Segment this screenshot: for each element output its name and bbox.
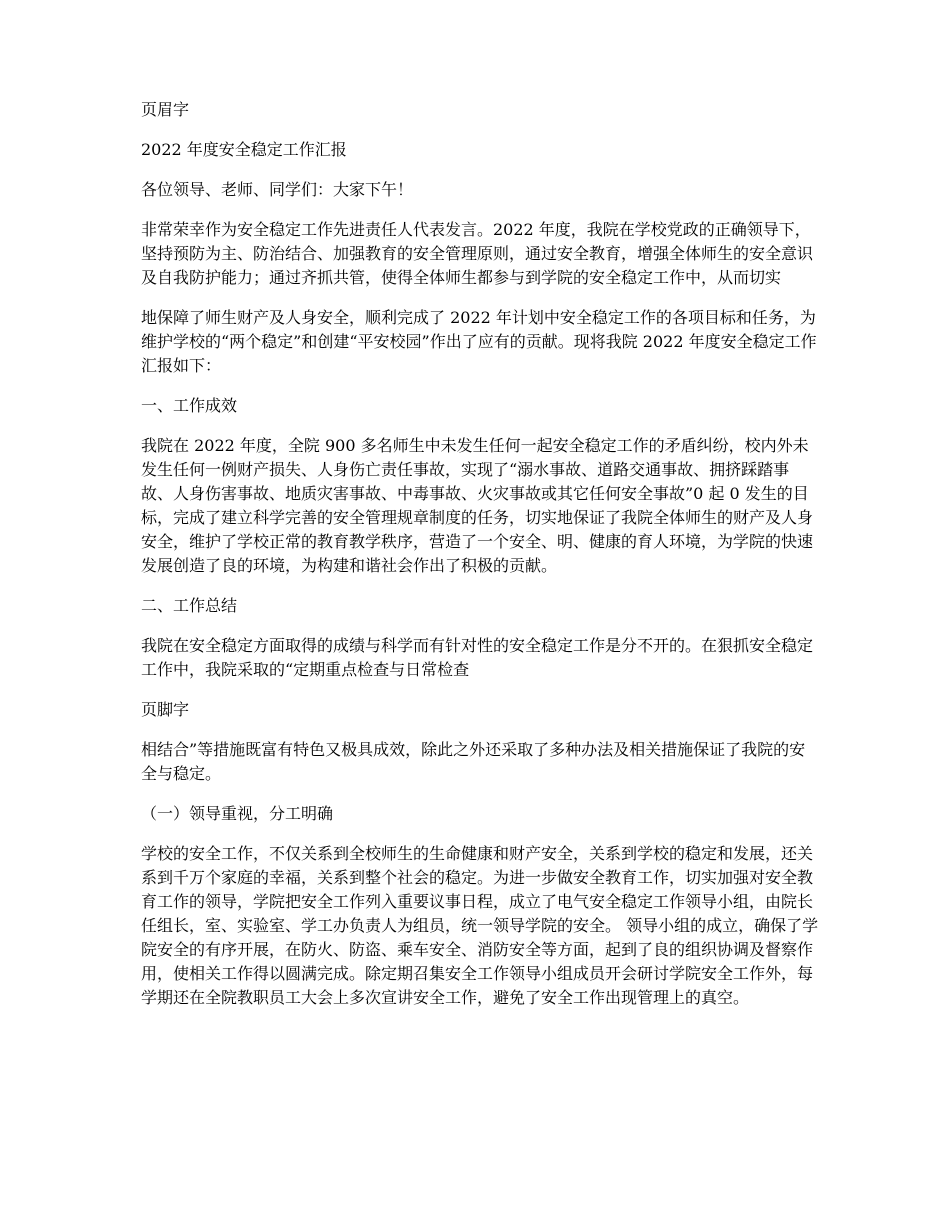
document-body (141, 98, 821, 1026)
paragraph-intro: 非常荣幸作为安全稳定工作先进责任人代表发言。2022 年度，我院在学校党政的正确领导下，坚持预防为主、防治结合、加强教育的安全管理原则，通过安全教育，增强全体师生的安全意识及自我防护能力；通过齐抓共管，使得全体师生都参与到学院的安全稳定工作中，从而切实 (141, 220, 814, 287)
section-heading-achievements: 一、工作成效 (141, 396, 238, 415)
section-text-achievements: 我院在 2022 年度，全院 900 多名师生中未发生任何一起安全稳定工作的矛盾纠纷，校内外未发生任何一例财产损失、人身伤亡责任事故，实现了“溺水事故、道路交通事故、拥挤踩踏事故、人身伤害事故、地质灾害事故、中毒事故、火灾事故或其它任何安全事故”0 起 0 发生的目标，完成了建立科学完善的安全管理规章制度的任务，切实地保证了我院全体师生的财产及人身安全，维护了学校正常的教育教学秩序，营造了一个安全、明、健康的育人环境，为学院的快速发展创造了良的环境，为构建和谐社会作出了积极的贡献。 (141, 436, 814, 575)
subsection-text-leadership: 学校的安全工作，不仅关系到全校师生的生命健康和财产安全，关系到学校的稳定和发展，还关系到千万个家庭的幸福，关系到整个社会的稳定。为进一步做安全教育工作，切实加强对安全教育工作的领导，学院把安全工作列入重要议事日程，成立了电气安全稳定工作领导小组，由院长任组长，室、实验室、学工办负责人为组员，统一领导学院的安全。 领导小组的成立，确保了学院安全的有序开展，在防火、防盗、乘车安全、消防安全等方面，起到了良的组织协调及督察作用，使相关工作得以圆满完成。除定期召集安全工作领导小组成员开会研讨学院安全工作外，每学期还在全院教职员工大会上多次宣讲安全工作，避免了安全工作出现管理上的真空。 (141, 844, 819, 1007)
greeting: 各位领导、老师、同学们：大家下午！ (141, 180, 414, 199)
paragraph-intro-continued: 地保障了师生财产及人身安全，顺利完成了 2022 年计划中安全稳定工作的各项目标和任务，为维护学校的“两个稳定”和创建“平安校园”作出了应有的贡献。现将我院 2022 年度安全稳定工作汇报如下： (141, 308, 817, 375)
section-heading-summary: 二、工作总结 (141, 596, 238, 615)
section-text-summary: 我院在安全稳定方面取得的成绩与科学而有针对性的安全稳定工作是分不开的。在狠抓安全稳定工作中，我院采取的“定期重点检查与日常检查 (141, 636, 814, 679)
subsection-heading-leadership: （一）领导重视，分工明确 (141, 804, 334, 823)
document-title: 2022 年度安全稳定工作汇报 (141, 140, 347, 159)
section-text-summary-continued: 相结合”等措施既富有特色又极具成效，除此之外还采取了多种办法及相关措施保证了我院的安全与稳定。 (141, 740, 806, 783)
page-footer-text: 页脚字 (141, 700, 190, 719)
page-header-text: 页眉字 (141, 100, 190, 119)
